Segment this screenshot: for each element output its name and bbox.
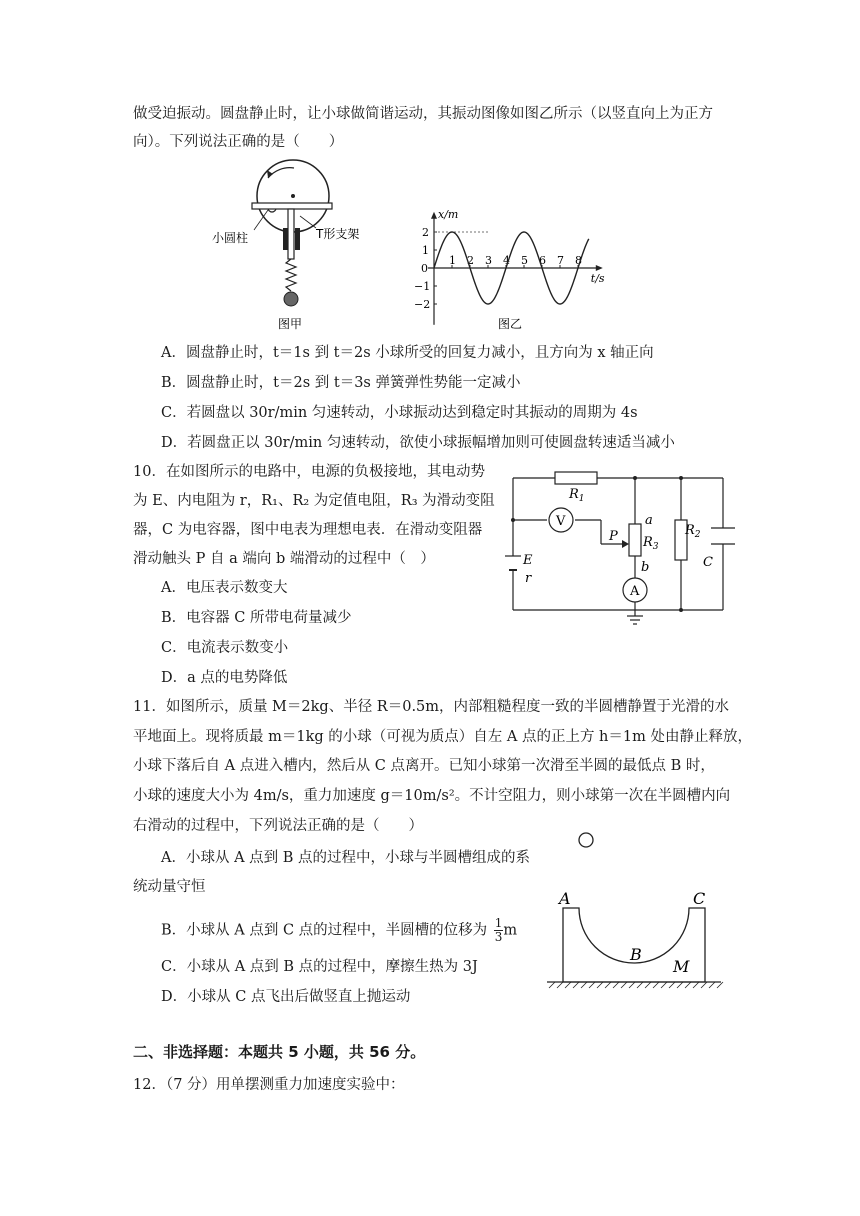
label-node-b: b [641,560,650,575]
q9-option-a: A．圆盘静止时，t＝1s 到 t＝2s 小球所受的回复力减小，且方向为 x 轴正向 [161,345,654,361]
y-tick-label: 2 [422,226,429,239]
label-t-frame: T形支架 [316,227,360,241]
x-axis-arrow [596,265,603,271]
x-tick-label: 2 [467,254,474,267]
y-axis-arrow [431,212,437,219]
q10-option-a: A．电压表示数变大 [161,580,288,596]
label-r1-sub: 1 [578,494,585,504]
y-tick-label: −2 [414,298,431,311]
label-slider-p: P [609,529,618,544]
q11-stem-line3: 小球下落后自 A 点进入槽内，然后从 C 点离开。已知小球第一次滑至半圆的最低点 B 时， [133,758,715,774]
x-tick-label: 4 [503,254,510,267]
y-tick-label: 1 [422,244,429,257]
origin-label: 0 [421,262,428,275]
label-r2-sub: 2 [694,530,701,540]
label-node-a: a [645,513,653,528]
fraction-denominator: 3 [494,930,503,944]
x-tick-label: 1 [449,254,456,267]
q11-trough-figure [545,828,725,996]
y-axis-label: x/m [438,207,459,221]
label-capacitor: C [703,555,713,570]
label-mass-m: M [673,957,690,976]
caption-yi: 图乙 [498,317,523,331]
y-tick-label: −1 [414,280,431,293]
q9-stem-line2: 向）。下列说法正确的是（ ） [133,134,344,150]
q9-figure-yi-chart [412,190,644,340]
svg-text:R3 [642,535,659,552]
label-voltmeter: V [556,514,566,529]
q11-option-a-line2: 统动量守恒 [133,879,206,895]
q11-option-d: D．小球从 C 点飞出后做竖直上抛运动 [161,989,411,1005]
q11-stem-line4: 小球的速度大小为 4m/s，重力加速度 g＝10m/s²。不计空阻力，则小球第一次在半圆槽内向 [133,788,731,804]
x-tick-label: 3 [485,254,492,267]
label-r3-sub: 3 [652,542,659,552]
q9-option-d: D．若圆盘正以 30r/min 匀速转动，欲使小球振幅增加则可使圆盘转速适当减小 [161,435,675,451]
label-small-cylinder: 小圆柱 [212,231,249,245]
q9-stem-line1: 做受迫振动。圆盘静止时，让小球做简谐运动，其振动图像如图乙所示（以竖直向上为正方 [133,106,713,122]
q9-option-b: B．圆盘静止时，t＝2s 到 t＝3s 弹簧弹性势能一定减小 [161,375,521,391]
q9-figure-jia [212,158,360,338]
label-point-c: C [693,889,706,908]
label-r3: R [643,535,653,550]
q9-option-c: C．若圆盘以 30r/min 匀速转动，小球振动达到稳定时其振动的周期为 4s [161,405,638,421]
q12-stem: 12．（7 分）用单摆测重力加速度实验中： [133,1077,405,1093]
fraction-numerator: 1 [494,916,503,930]
svg-text:R2 [684,523,701,540]
x-tick-label: 8 [575,254,582,267]
q11-option-a-line1: A．小球从 A 点到 B 点的过程中，小球与半圆槽组成的系 [161,850,531,866]
q10-stem-line1: 10．在如图所示的电路中，电源的负极接地，其电动势 [133,464,485,480]
label-internal-r: r [525,571,532,586]
x-tick-label: 5 [521,254,528,267]
label-ammeter: A [630,584,640,599]
fraction-one-third [494,917,504,944]
label-point-b: B [630,945,642,964]
q10-stem-line3: 器，C 为电容器，图中电表为理想电表．在滑动变阻器 [133,522,483,538]
q11-option-b-unit: m [503,922,518,939]
q10-option-d: D．a 点的电势降低 [161,670,288,686]
q11-option-b [161,917,517,944]
section2-title: 二、非选择题：本题共 5 小题，共 56 分。 [133,1043,426,1061]
caption-jia: 图甲 [278,317,303,331]
svg-text:R1 [568,487,585,504]
q10-option-b: B．电容器 C 所带电荷量减少 [161,610,352,626]
x-tick-label: 6 [539,254,546,267]
q11-stem-line2: 平地面上。现将质最 m＝1kg 的小球（可视为质点）自左 A 点的正上方 h＝1m 处由静止释放， [133,729,752,745]
q11-stem-line1: 11．如图所示，质量 M＝2kg、半径 R＝0.5m，内部粗糙程度一致的半圆槽静置于光滑的水 [133,699,730,715]
x-tick-label: 7 [557,254,564,267]
q10-circuit-diagram [505,464,745,636]
q11-stem-line5: 右滑动的过程中，下列说法正确的是（ ） [133,818,423,834]
q10-option-c: C．电流表示数变小 [161,640,289,656]
q10-stem-line4: 滑动触头 P 自 a 端向 b 端滑动的过程中（ ） [133,551,435,567]
x-axis-label: t/s [590,272,605,285]
label-emf: E [523,553,533,568]
label-point-a: A [559,889,571,908]
q11-option-c: C．小球从 A 点到 B 点的过程中，摩擦生热为 3J [161,959,478,975]
q11-option-b-text: B．小球从 A 点到 C 点的过程中，半圆槽的位移为 [161,922,488,939]
label-r1: R [569,487,579,502]
q10-stem-line2: 为 E、内电阻为 r，R₁、R₂ 为定值电阻，R₃ 为滑动变阻 [133,493,495,509]
label-r2: R [685,523,695,538]
